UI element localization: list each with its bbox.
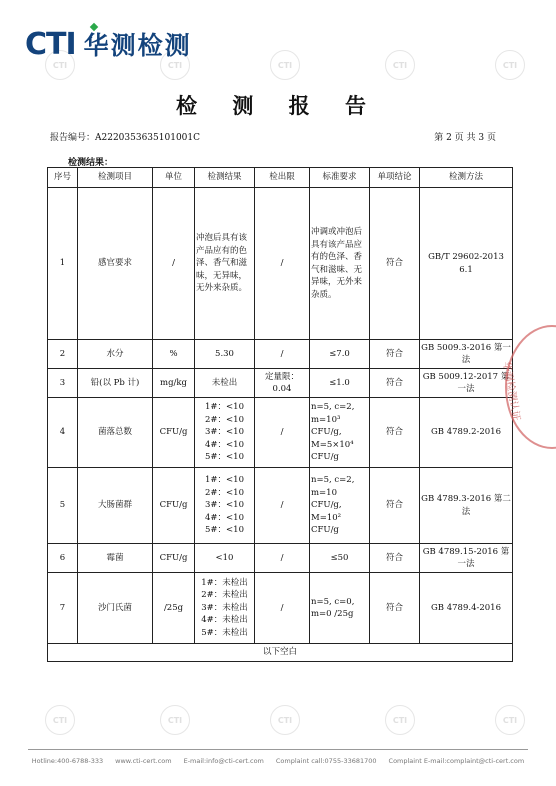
- footer-email: E-mail:info@cti-cert.com: [183, 757, 264, 765]
- header-cell: 检出限: [255, 168, 310, 188]
- cell-result: 未检出: [195, 369, 255, 398]
- cell-method: GB 4789.2-2016: [420, 398, 513, 468]
- table-row: [48, 369, 513, 398]
- watermark-logo: CTI: [495, 50, 525, 80]
- cell-conclusion: 符合: [370, 340, 420, 369]
- cell-result: <10: [195, 544, 255, 573]
- cell-no: 6: [48, 544, 78, 573]
- header-cell: 单项结论: [370, 168, 420, 188]
- footer-divider: [28, 749, 528, 750]
- header-cell: 序号: [48, 168, 78, 188]
- cell-no: 4: [48, 398, 78, 468]
- header-cell: 检测项目: [78, 168, 153, 188]
- company-logo: [25, 26, 192, 62]
- cell-no: 1: [48, 188, 78, 340]
- logo-text: CTI: [25, 26, 76, 62]
- watermark-logo: CTI: [495, 705, 525, 735]
- sample-result: 1#：未检出: [201, 577, 248, 588]
- cell-no: 3: [48, 369, 78, 398]
- cell-requirement: [310, 468, 370, 544]
- cell-unit: CFU/g: [153, 468, 195, 544]
- watermark-logo: CTI: [270, 50, 300, 80]
- table-row: [48, 398, 513, 468]
- sample-result: 4#：未检出: [201, 615, 248, 626]
- cell-requirement: ≤50: [310, 544, 370, 573]
- cell-limit: /: [255, 188, 310, 340]
- cell-requirement: 冲调或冲泡后具有该产品应有的色泽、香气和滋味、无异味，无外来杂质。: [310, 188, 370, 340]
- sample-result: 5#：<10: [205, 525, 244, 536]
- cell-method: GB 4789.15-2016 第一法: [420, 544, 513, 573]
- cell-method: GB 4789.4-2016: [420, 573, 513, 644]
- cell-item: 菌落总数: [78, 398, 153, 468]
- cell-item: 霉菌: [78, 544, 153, 573]
- requirement-line: M=10²: [311, 512, 342, 523]
- report-number: 报告编号：A2220353635101001C: [50, 133, 201, 143]
- footer-hotline: Hotline:400-6788-333: [31, 757, 104, 765]
- sample-result: 3#：未检出: [201, 602, 248, 613]
- results-table: [47, 167, 513, 662]
- cell-unit: mg/kg: [153, 369, 195, 398]
- requirement-line: n=5, c=0,: [311, 596, 355, 607]
- requirement-line: n=5, c=2,: [311, 402, 355, 413]
- cell-method: GB/T 29602-2013 6.1: [420, 188, 513, 340]
- cell-no: 5: [48, 468, 78, 544]
- cell-conclusion: 符合: [370, 398, 420, 468]
- footer-website: www.cti-cert.com: [115, 757, 172, 765]
- cell-conclusion: 符合: [370, 573, 420, 644]
- sample-result: 4#：<10: [205, 439, 244, 450]
- cell-limit: /: [255, 398, 310, 468]
- cell-conclusion: 符合: [370, 468, 420, 544]
- footer: [0, 757, 556, 765]
- requirement-line: CFU/g: [311, 525, 339, 536]
- sample-result: 5#：未检出: [201, 627, 248, 638]
- page-indicator: 第 2 页 共 3 页: [434, 133, 496, 143]
- footer-complaint-call: Complaint call:0755-33681700: [275, 757, 377, 765]
- cell-limit: /: [255, 573, 310, 644]
- table-row: [48, 468, 513, 544]
- sample-result: 1#：<10: [205, 475, 244, 486]
- sample-result: 1#：<10: [205, 402, 244, 413]
- cell-result: 冲泡后具有该产品应有的色泽、香气和滋味，无异味，无外来杂质。: [195, 188, 255, 340]
- cell-item: 水分: [78, 340, 153, 369]
- cell-requirement: ≤7.0: [310, 340, 370, 369]
- table-row: [48, 573, 513, 644]
- cell-conclusion: 符合: [370, 188, 420, 340]
- requirement-line: M=5×10⁴: [311, 439, 354, 450]
- cell-result: [195, 573, 255, 644]
- report-title: 检 测 报 告: [176, 93, 380, 118]
- requirement-line: CFU/g,: [311, 500, 342, 511]
- watermark-logo: CTI: [160, 50, 190, 80]
- cell-unit: CFU/g: [153, 544, 195, 573]
- cell-item: 大肠菌群: [78, 468, 153, 544]
- cell-unit: CFU/g: [153, 398, 195, 468]
- table-row: [48, 544, 513, 573]
- requirement-line: CFU/g,: [311, 427, 342, 438]
- logo-chinese: 华测检测: [83, 31, 192, 60]
- cell-requirement: [310, 573, 370, 644]
- cell-item: 沙门氏菌: [78, 573, 153, 644]
- sample-result: 2#：未检出: [201, 590, 248, 601]
- watermark-logo: CTI: [45, 50, 75, 80]
- cell-result: [195, 398, 255, 468]
- cell-requirement: [310, 398, 370, 468]
- table-row: [48, 644, 513, 662]
- cell-item: 铅(以 Pb 计): [78, 369, 153, 398]
- requirement-line: m=0 /25g: [311, 609, 354, 619]
- watermark-logo: CTI: [385, 705, 415, 735]
- cell-method: GB 4789.3-2016 第二法: [420, 468, 513, 544]
- watermark-logo: CTI: [160, 705, 190, 735]
- cell-limit: 定量限：0.04: [255, 369, 310, 398]
- header-cell: 检测结果: [195, 168, 255, 188]
- requirement-line: m=10: [311, 487, 337, 498]
- header-cell: 标准要求: [310, 168, 370, 188]
- table-header-row: [48, 168, 513, 188]
- table-row: [48, 340, 513, 369]
- footer-complaint-email: Complaint E-mail:complaint@cti-cert.com: [388, 757, 525, 765]
- cell-conclusion: 符合: [370, 544, 420, 573]
- cell-result: 5.30: [195, 340, 255, 369]
- watermark-logo: CTI: [270, 705, 300, 735]
- requirement-line: n=5, c=2,: [311, 475, 355, 486]
- sample-result: 3#：<10: [205, 500, 244, 511]
- cell-limit: /: [255, 468, 310, 544]
- cell-unit: /25g: [153, 573, 195, 644]
- cell-no: 2: [48, 340, 78, 369]
- sample-result: 2#：<10: [205, 414, 244, 425]
- cell-method: GB 5009.3-2016 第一法: [420, 340, 513, 369]
- sample-result: 2#：<10: [205, 487, 244, 498]
- watermark-logo: CTI: [45, 705, 75, 735]
- cell-requirement: ≤1.0: [310, 369, 370, 398]
- stamp-text: 华测检测认证: [500, 360, 522, 422]
- cell-limit: /: [255, 544, 310, 573]
- cell-limit: /: [255, 340, 310, 369]
- section-label: 检测结果：: [68, 158, 114, 168]
- requirement-line: m=10³: [311, 414, 341, 425]
- cell-no: 7: [48, 573, 78, 644]
- header-cell: 单位: [153, 168, 195, 188]
- table-row: [48, 188, 513, 340]
- cell-unit: /: [153, 188, 195, 340]
- blank-note: 以下空白: [48, 644, 513, 662]
- sample-result: 5#：<10: [205, 452, 244, 463]
- cell-method: GB 5009.12-2017 第一法: [420, 369, 513, 398]
- cell-unit: %: [153, 340, 195, 369]
- header-cell: 检测方法: [420, 168, 513, 188]
- requirement-line: CFU/g: [311, 452, 339, 463]
- cell-item: 感官要求: [78, 188, 153, 340]
- sample-result: 4#：<10: [205, 512, 244, 523]
- cell-conclusion: 符合: [370, 369, 420, 398]
- watermark-logo: CTI: [385, 50, 415, 80]
- sample-result: 3#：<10: [205, 427, 244, 438]
- cell-result: [195, 468, 255, 544]
